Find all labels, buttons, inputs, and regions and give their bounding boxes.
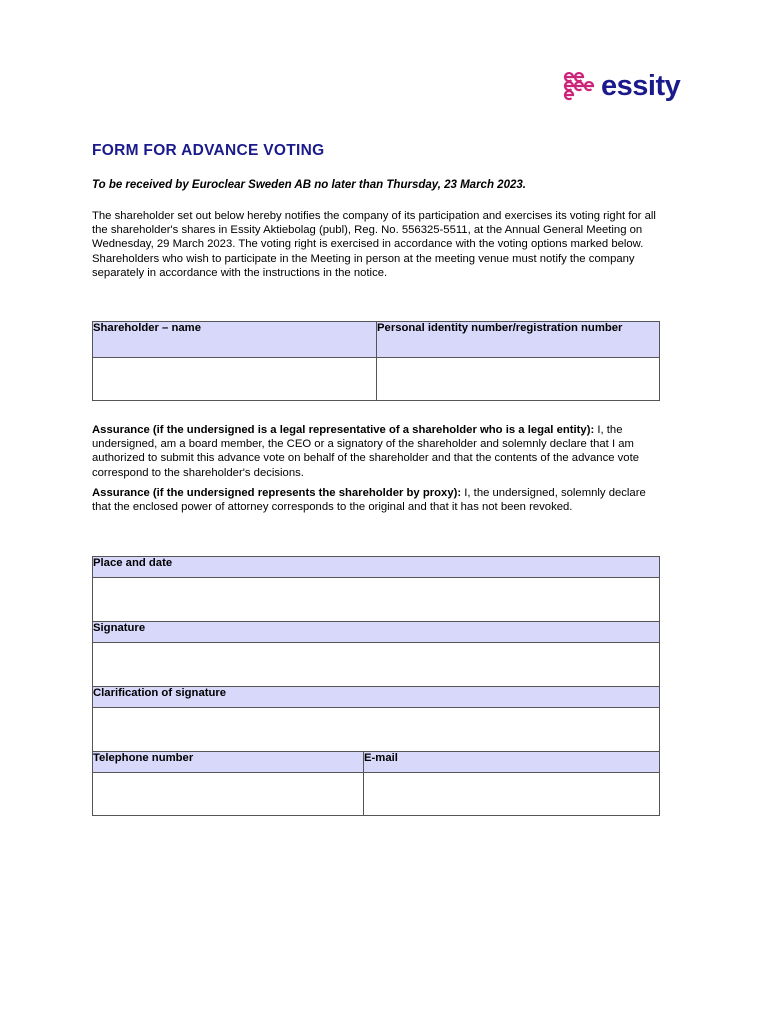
shareholder-table [92, 321, 660, 401]
clarification-header: Clarification of signature [93, 687, 660, 708]
logo-wordmark: essity [601, 69, 681, 102]
deadline-notice: To be received by Euroclear Sweden AB no later than Thursday, 23 March 2023. [92, 179, 526, 191]
identity-number-header: Personal identity number/registration number [377, 322, 660, 358]
essity-logo [561, 70, 680, 102]
clarification-field[interactable] [93, 708, 660, 752]
assurance-legal-text: I, the undersigned, am a board member, the CEO or a signatory of the shareholder and solemnly declare that I am authorized to submit this advance vote on behalf of the shareholder and that the contents of the advance vote correspond to the shareholder's decisions. [92, 424, 640, 479]
page-title: FORM FOR ADVANCE VOTING [92, 142, 325, 159]
telephone-header: Telephone number [93, 752, 364, 773]
assurance-proxy-heading: Assurance (if the undersigned represents the shareholder by proxy): [92, 487, 462, 499]
signature-field[interactable] [93, 643, 660, 687]
signature-header: Signature [93, 622, 660, 643]
place-date-field[interactable] [93, 578, 660, 622]
place-date-header: Place and date [93, 557, 660, 578]
assurance-legal-heading: Assurance (if the undersigned is a legal representative of a shareholder who is a legal entity): [92, 424, 595, 436]
assurance-proxy-text: I, the undersigned, solemnly declare that the enclosed power of attorney corresponds to the original and that it has not been revoked. [92, 487, 646, 514]
shareholder-name-header: Shareholder – name [93, 322, 377, 358]
assurance-proxy [92, 486, 667, 514]
intro-paragraph: The shareholder set out below hereby notifies the company of its participation and exercises its voting right for all the shareholder's shares in Essity Aktiebolag (publ), Reg. No. 556325-5511, at the Annual General Meeting on Wednesday, 29 March 2023. The voting right is exercised in accordance with the voting options marked below. Shareholders who wish to participate in the Meeting in person at the meeting venue must notify the company separately in accordance with the instructions in the notice. [92, 210, 656, 279]
shareholder-name-field[interactable] [93, 358, 377, 401]
essity-mark-icon [561, 70, 595, 102]
email-field[interactable] [364, 773, 660, 816]
signature-table [92, 556, 660, 816]
identity-number-field[interactable] [377, 358, 660, 401]
assurance-legal-entity [92, 423, 667, 480]
email-header: E-mail [364, 752, 660, 773]
telephone-field[interactable] [93, 773, 364, 816]
